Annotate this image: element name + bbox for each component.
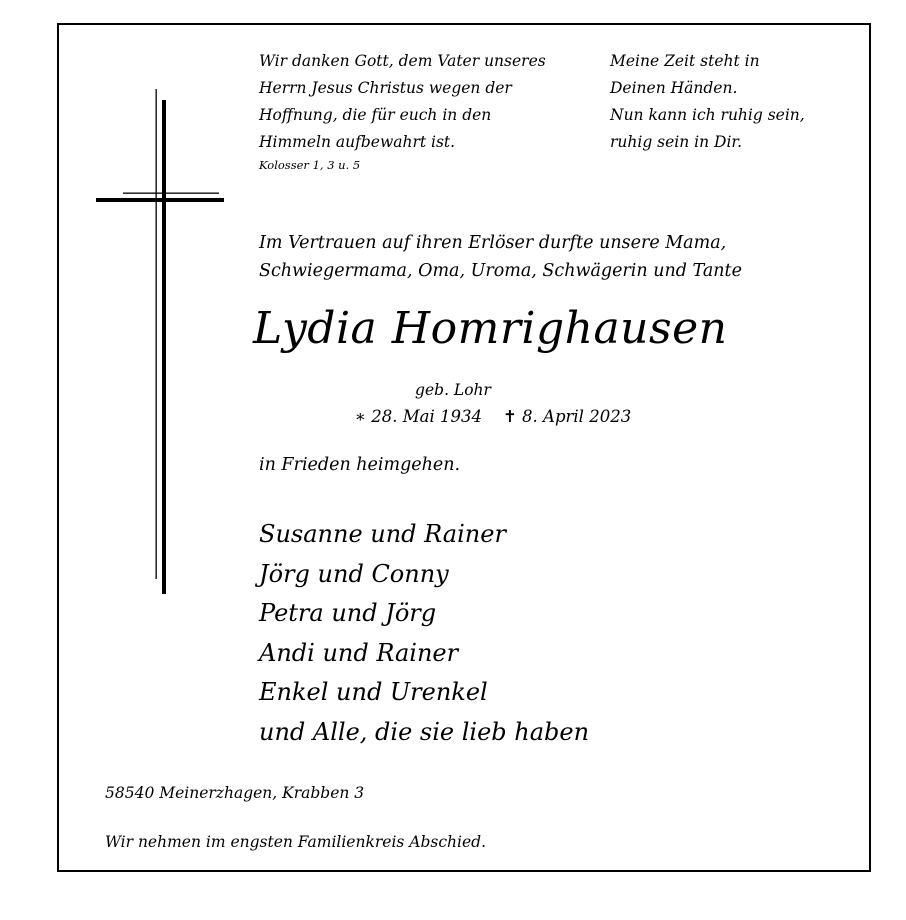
- deceased-name: Lydia Homrighausen: [253, 303, 728, 354]
- verse-line: Hoffnung, die für euch in den: [259, 106, 492, 124]
- intro-line: Schwiegermama, Oma, Uroma, Schwägerin und Tante: [259, 261, 742, 281]
- mourner-entry: Petra und Jörg: [259, 599, 437, 627]
- verse-line: Herrn Jesus Christus wegen der: [259, 79, 512, 97]
- verse-line: Meine Zeit steht in: [610, 52, 760, 70]
- cross-vertical-bar: [162, 100, 166, 594]
- bible-verse-right: [610, 48, 805, 156]
- cross-horizontal-line: [123, 193, 219, 194]
- intro-line: Im Vertrauen auf ihren Erlöser durfte unsere Mama,: [259, 233, 727, 253]
- birth-star-icon: ∗: [354, 407, 366, 426]
- maiden-name: geb. Lohr: [415, 381, 491, 399]
- birth-date: 28. Mai 1934: [371, 407, 482, 426]
- cross-vertical-line: [156, 89, 157, 579]
- intro-text: [259, 229, 742, 285]
- verse-line: Wir danken Gott, dem Vater unseres: [259, 52, 546, 70]
- address: 58540 Meinerzhagen, Krabben 3: [105, 784, 365, 802]
- death-cross-icon: ✝: [502, 407, 517, 426]
- cross-horizontal-bar: [96, 198, 224, 202]
- verse-source: Kolosser 1, 3 u. 5: [259, 158, 361, 172]
- mourner-entry: Jörg und Conny: [259, 559, 449, 588]
- mourners-list: [259, 515, 589, 752]
- bible-verse-left: [259, 48, 546, 156]
- mourner-entry: und Alle, die sie lieb haben: [259, 717, 590, 746]
- verse-line: ruhig sein in Dir.: [610, 133, 743, 151]
- life-dates: [0, 407, 906, 426]
- mourner-entry: Enkel und Urenkel: [259, 678, 488, 706]
- verse-line: Deinen Händen.: [610, 79, 738, 97]
- mourner-entry: Andi und Rainer: [259, 638, 459, 667]
- death-date: 8. April 2023: [522, 407, 632, 426]
- verse-line: Himmeln aufbewahrt ist.: [259, 133, 456, 151]
- mourner-entry: Susanne und Rainer: [259, 520, 506, 548]
- verse-line: Nun kann ich ruhig sein,: [610, 106, 805, 124]
- closing-text: in Frieden heimgehen.: [259, 455, 461, 475]
- farewell-note: Wir nehmen im engsten Familienkreis Abschied.: [105, 833, 486, 851]
